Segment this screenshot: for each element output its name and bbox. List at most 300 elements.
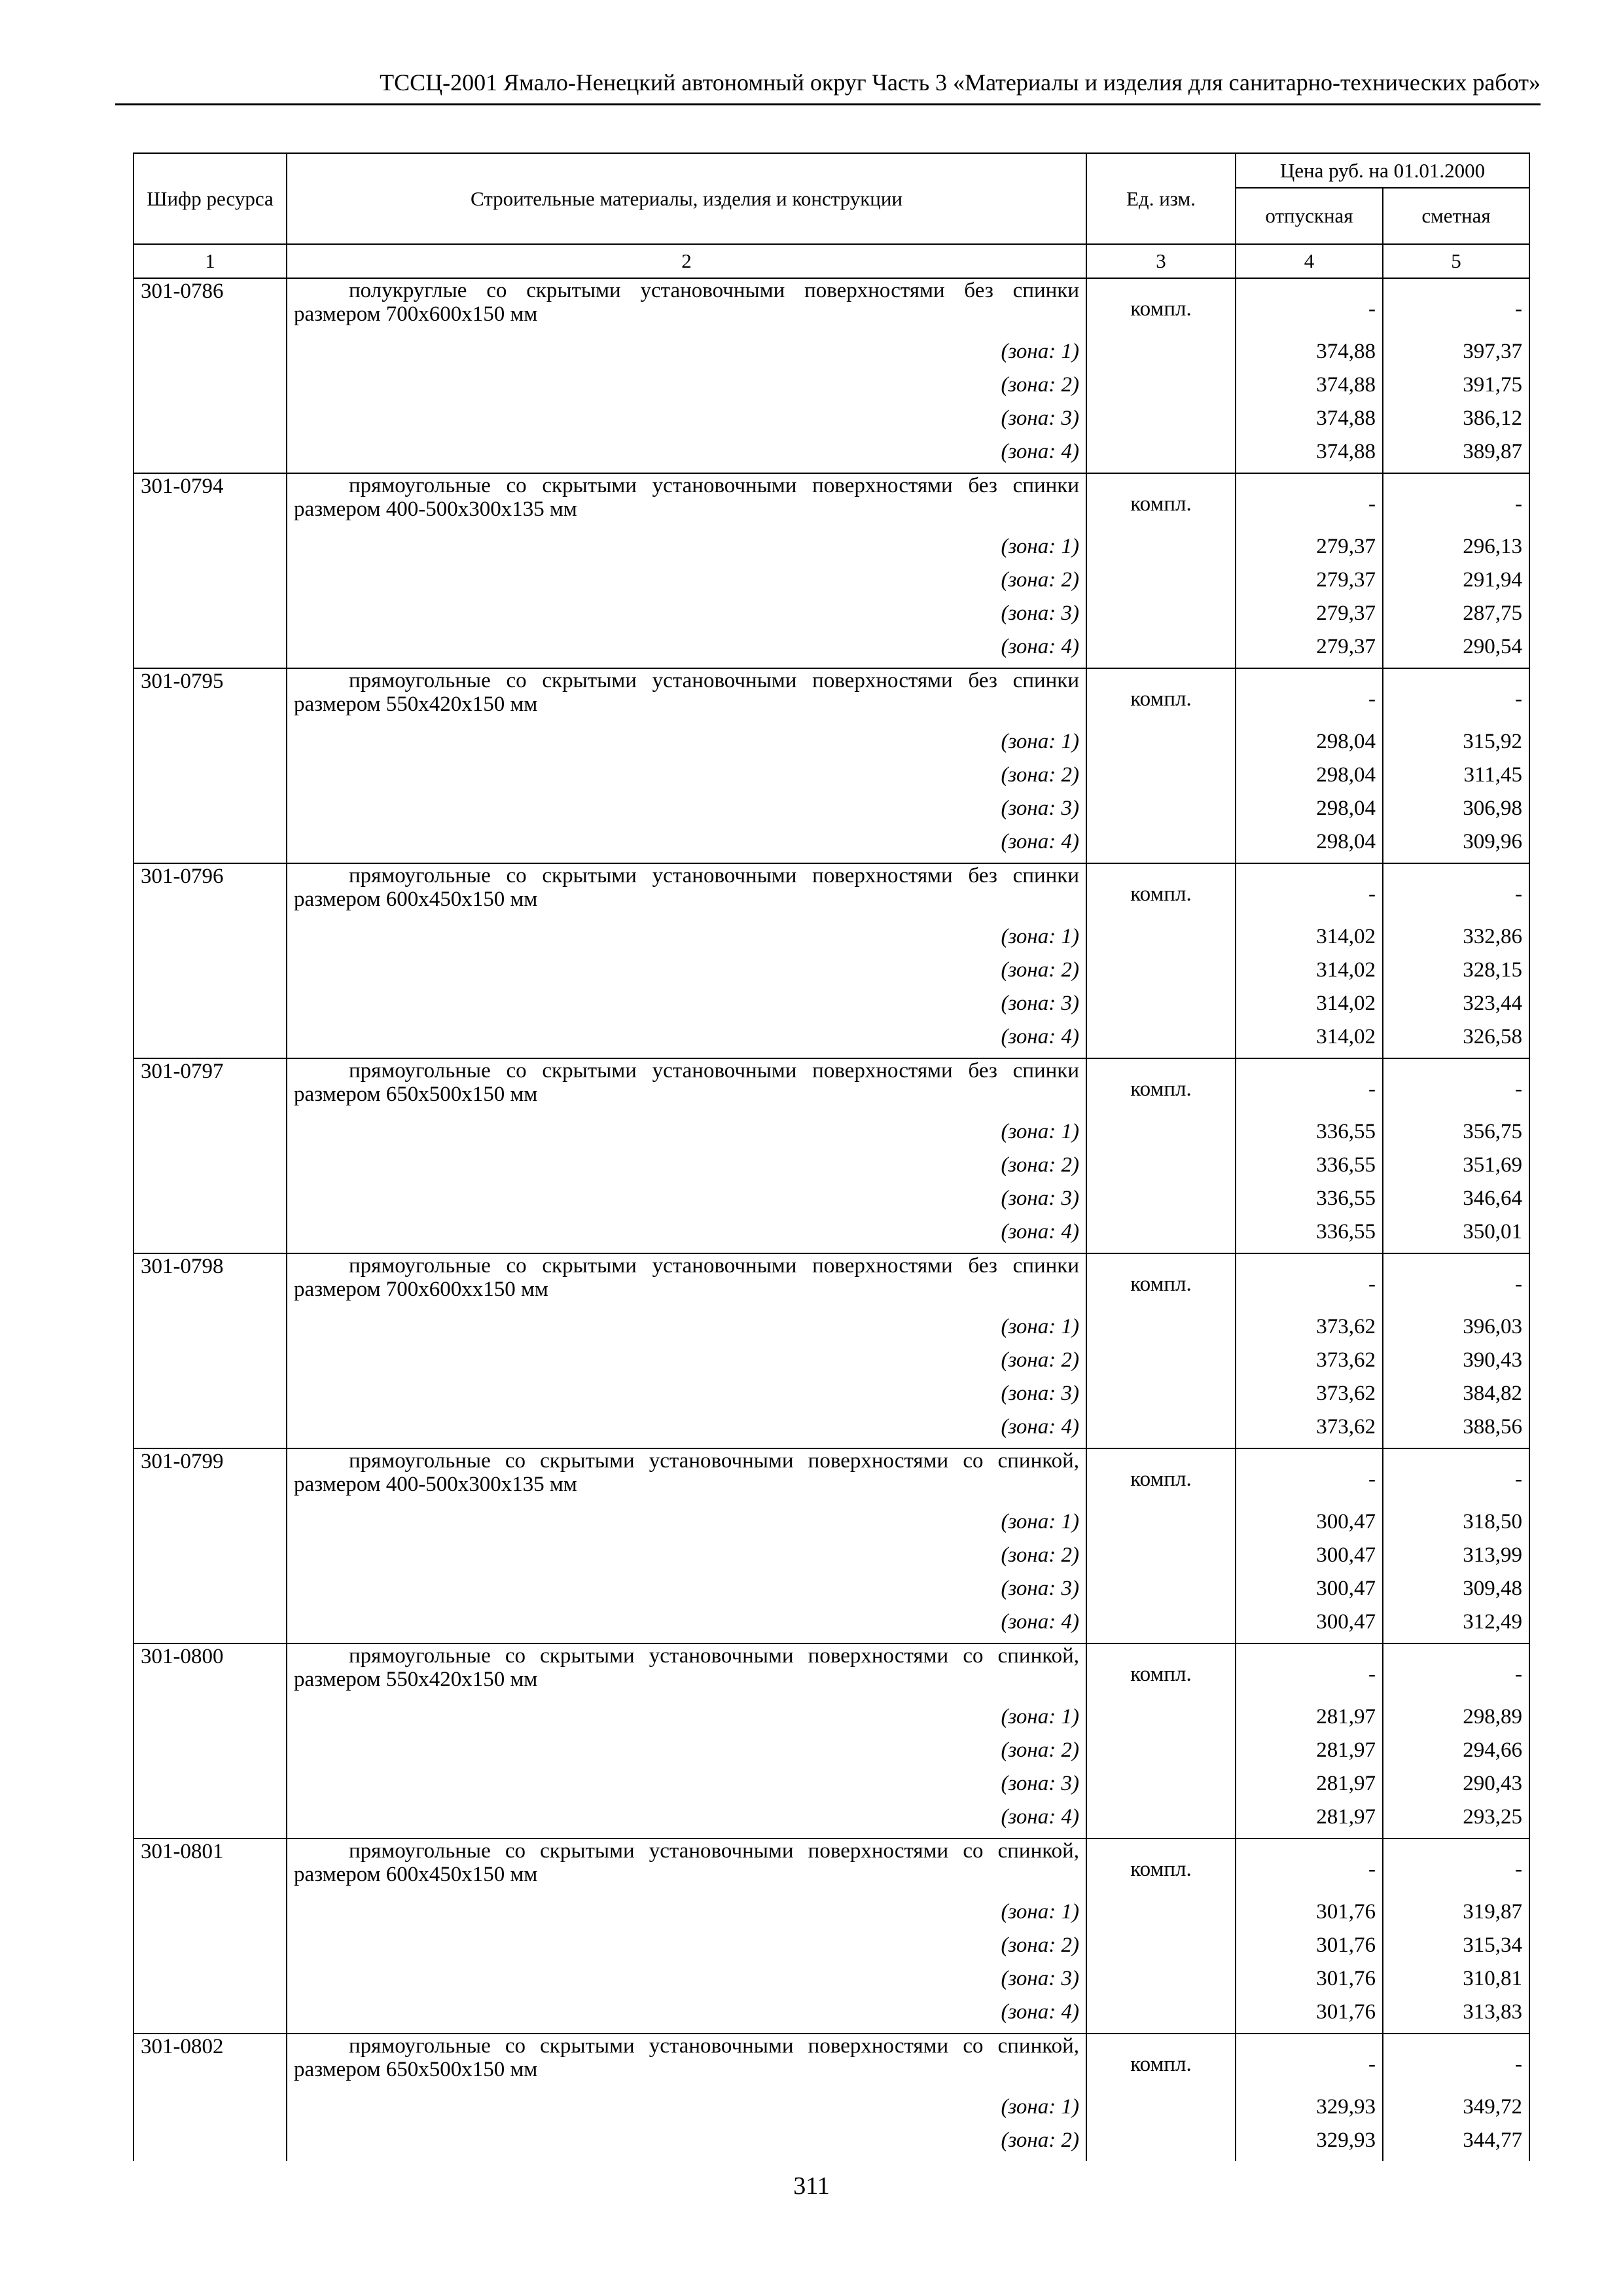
empty-code-cell <box>134 1771 287 1804</box>
zone-release-price: 373,62 <box>1236 1414 1383 1448</box>
empty-unit-cell <box>1086 1576 1236 1609</box>
unit-of-measure: компл. <box>1086 278 1236 339</box>
material-description: прямоугольные со скрытыми установочными поверхностями со спинкой, размером 550х420х150 мм <box>287 1643 1086 1704</box>
zone-label: (зона: 2) <box>287 958 1086 991</box>
zone-estimate-price: 294,66 <box>1383 1738 1529 1771</box>
release-price: - <box>1236 1058 1383 1119</box>
zone-row <box>134 991 1529 1024</box>
zone-row <box>134 1576 1529 1609</box>
empty-code-cell <box>134 1186 287 1219</box>
table-row <box>134 668 1529 729</box>
zone-estimate-price: 326,58 <box>1383 1024 1529 1058</box>
zone-label: (зона: 1) <box>287 339 1086 372</box>
zone-release-price: 300,47 <box>1236 1543 1383 1576</box>
zone-label: (зона: 3) <box>287 1966 1086 2000</box>
zone-row <box>134 1704 1529 1738</box>
zone-row <box>134 1804 1529 1839</box>
resource-code: 301-0799 <box>134 1448 287 1509</box>
zone-row <box>134 601 1529 634</box>
zone-estimate-price: 315,92 <box>1383 729 1529 762</box>
empty-code-cell <box>134 762 287 796</box>
empty-unit-cell <box>1086 1804 1236 1839</box>
zone-row <box>134 1609 1529 1643</box>
zone-label: (зона: 1) <box>287 534 1086 567</box>
empty-code-cell <box>134 1414 287 1448</box>
zone-row <box>134 2094 1529 2128</box>
empty-unit-cell <box>1086 1119 1236 1153</box>
release-price: - <box>1236 2034 1383 2094</box>
zone-row <box>134 1414 1529 1448</box>
material-description: прямоугольные со скрытыми установочными поверхностями со спинкой, размером 400-500х300х135 мм <box>287 1448 1086 1509</box>
empty-code-cell <box>134 1704 287 1738</box>
zone-estimate-price: 306,98 <box>1383 796 1529 829</box>
zone-row <box>134 1119 1529 1153</box>
zone-release-price: 374,88 <box>1236 406 1383 439</box>
header-price-group: Цена руб. на 01.01.2000 <box>1236 153 1529 188</box>
zone-row <box>134 829 1529 863</box>
zone-label: (зона: 2) <box>287 372 1086 406</box>
zone-release-price: 279,37 <box>1236 567 1383 601</box>
material-description: прямоугольные со скрытыми установочными поверхностями со спинкой, размером 600х450х150 мм <box>287 1839 1086 1899</box>
unit-of-measure: компл. <box>1086 2034 1236 2094</box>
empty-code-cell <box>134 1024 287 1058</box>
unit-of-measure: компл. <box>1086 1058 1236 1119</box>
zone-row <box>134 924 1529 958</box>
column-number: 4 <box>1236 244 1383 278</box>
zone-release-price: 301,76 <box>1236 1933 1383 1966</box>
zone-estimate-price: 291,94 <box>1383 567 1529 601</box>
zone-estimate-price: 312,49 <box>1383 1609 1529 1643</box>
zone-label: (зона: 4) <box>287 439 1086 473</box>
zone-estimate-price: 386,12 <box>1383 406 1529 439</box>
header-code: Шифр ресурса <box>134 153 287 244</box>
empty-code-cell <box>134 406 287 439</box>
zone-estimate-price: 315,34 <box>1383 1933 1529 1966</box>
zone-release-price: 301,76 <box>1236 2000 1383 2034</box>
zone-release-price: 298,04 <box>1236 829 1383 863</box>
zone-label: (зона: 4) <box>287 634 1086 668</box>
empty-unit-cell <box>1086 991 1236 1024</box>
zone-row <box>134 796 1529 829</box>
zone-label: (зона: 4) <box>287 1414 1086 1448</box>
material-description: прямоугольные со скрытыми установочными поверхностями со спинкой, размером 650х500х150 мм <box>287 2034 1086 2094</box>
zone-estimate-price: 323,44 <box>1383 991 1529 1024</box>
column-numbers-row <box>134 244 1529 278</box>
zone-row <box>134 1543 1529 1576</box>
zone-estimate-price: 328,15 <box>1383 958 1529 991</box>
zone-estimate-price: 290,54 <box>1383 634 1529 668</box>
release-price: - <box>1236 1839 1383 1899</box>
zone-release-price: 373,62 <box>1236 1348 1383 1381</box>
zone-label: (зона: 3) <box>287 406 1086 439</box>
zone-row <box>134 534 1529 567</box>
empty-code-cell <box>134 1348 287 1381</box>
zone-release-price: 279,37 <box>1236 601 1383 634</box>
empty-code-cell <box>134 1381 287 1414</box>
table-row <box>134 1448 1529 1509</box>
zone-estimate-price: 298,89 <box>1383 1704 1529 1738</box>
zone-release-price: 373,62 <box>1236 1314 1383 1348</box>
zone-release-price: 281,97 <box>1236 1771 1383 1804</box>
zone-release-price: 281,97 <box>1236 1738 1383 1771</box>
zone-estimate-price: 356,75 <box>1383 1119 1529 1153</box>
zone-estimate-price: 346,64 <box>1383 1186 1529 1219</box>
zone-label: (зона: 3) <box>287 1576 1086 1609</box>
unit-of-measure: компл. <box>1086 1448 1236 1509</box>
zone-estimate-price: 313,99 <box>1383 1543 1529 1576</box>
unit-of-measure: компл. <box>1086 1253 1236 1314</box>
estimate-price: - <box>1383 863 1529 924</box>
zone-label: (зона: 2) <box>287 1348 1086 1381</box>
empty-code-cell <box>134 1314 287 1348</box>
resource-code: 301-0801 <box>134 1839 287 1899</box>
zone-row <box>134 762 1529 796</box>
zone-label: (зона: 4) <box>287 829 1086 863</box>
header-unit: Ед. изм. <box>1086 153 1236 244</box>
empty-code-cell <box>134 729 287 762</box>
release-price: - <box>1236 1643 1383 1704</box>
empty-code-cell <box>134 634 287 668</box>
empty-unit-cell <box>1086 1899 1236 1933</box>
resource-code: 301-0786 <box>134 278 287 339</box>
empty-code-cell <box>134 958 287 991</box>
empty-code-cell <box>134 601 287 634</box>
estimate-price: - <box>1383 1058 1529 1119</box>
resource-code: 301-0800 <box>134 1643 287 1704</box>
table-row <box>134 863 1529 924</box>
empty-unit-cell <box>1086 924 1236 958</box>
empty-unit-cell <box>1086 1966 1236 2000</box>
zone-estimate-price: 351,69 <box>1383 1153 1529 1186</box>
empty-code-cell <box>134 567 287 601</box>
empty-unit-cell <box>1086 601 1236 634</box>
zone-row <box>134 406 1529 439</box>
zone-label: (зона: 1) <box>287 924 1086 958</box>
zone-row <box>134 729 1529 762</box>
empty-code-cell <box>134 1738 287 1771</box>
zone-estimate-price: 311,45 <box>1383 762 1529 796</box>
zone-row <box>134 1024 1529 1058</box>
zone-estimate-price: 349,72 <box>1383 2094 1529 2128</box>
estimate-price: - <box>1383 1643 1529 1704</box>
estimate-price: - <box>1383 278 1529 339</box>
table-row <box>134 1643 1529 1704</box>
zone-row <box>134 1314 1529 1348</box>
zone-release-price: 374,88 <box>1236 339 1383 372</box>
zone-label: (зона: 4) <box>287 1024 1086 1058</box>
empty-unit-cell <box>1086 1771 1236 1804</box>
empty-unit-cell <box>1086 1509 1236 1543</box>
empty-code-cell <box>134 1804 287 1839</box>
empty-code-cell <box>134 2094 287 2128</box>
empty-unit-cell <box>1086 534 1236 567</box>
empty-code-cell <box>134 1219 287 1253</box>
empty-code-cell <box>134 1543 287 1576</box>
empty-unit-cell <box>1086 829 1236 863</box>
zone-release-price: 314,02 <box>1236 991 1383 1024</box>
empty-unit-cell <box>1086 1186 1236 1219</box>
zone-label: (зона: 1) <box>287 1314 1086 1348</box>
empty-code-cell <box>134 796 287 829</box>
zone-label: (зона: 4) <box>287 2000 1086 2034</box>
empty-unit-cell <box>1086 339 1236 372</box>
zone-label: (зона: 3) <box>287 1771 1086 1804</box>
empty-code-cell <box>134 1153 287 1186</box>
unit-of-measure: компл. <box>1086 473 1236 534</box>
resource-code: 301-0794 <box>134 473 287 534</box>
material-description: прямоугольные со скрытыми установочными поверхностями без спинки размером 550х420х150 мм <box>287 668 1086 729</box>
zone-release-price: 329,93 <box>1236 2094 1383 2128</box>
header-divider <box>115 103 1541 105</box>
empty-unit-cell <box>1086 1414 1236 1448</box>
zone-label: (зона: 2) <box>287 2128 1086 2161</box>
zone-release-price: 329,93 <box>1236 2128 1383 2161</box>
zone-row <box>134 1186 1529 1219</box>
zone-label: (зона: 1) <box>287 729 1086 762</box>
zone-row <box>134 1348 1529 1381</box>
material-description: прямоугольные со скрытыми установочными поверхностями без спинки размером 700х600хх150 мм <box>287 1253 1086 1314</box>
zone-release-price: 374,88 <box>1236 372 1383 406</box>
resource-code: 301-0797 <box>134 1058 287 1119</box>
empty-unit-cell <box>1086 1348 1236 1381</box>
zone-estimate-price: 388,56 <box>1383 1414 1529 1448</box>
release-price: - <box>1236 278 1383 339</box>
zone-release-price: 300,47 <box>1236 1576 1383 1609</box>
table-row <box>134 1839 1529 1899</box>
zone-label: (зона: 2) <box>287 762 1086 796</box>
release-price: - <box>1236 863 1383 924</box>
zone-label: (зона: 3) <box>287 601 1086 634</box>
zone-release-price: 336,55 <box>1236 1219 1383 1253</box>
resource-code: 301-0802 <box>134 2034 287 2094</box>
header-material: Строительные материалы, изделия и конструкции <box>287 153 1086 244</box>
zone-release-price: 279,37 <box>1236 634 1383 668</box>
zone-release-price: 298,04 <box>1236 729 1383 762</box>
zone-row <box>134 2000 1529 2034</box>
empty-code-cell <box>134 1576 287 1609</box>
zone-release-price: 298,04 <box>1236 796 1383 829</box>
table-row <box>134 473 1529 534</box>
zone-release-price: 373,62 <box>1236 1381 1383 1414</box>
zone-row <box>134 1899 1529 1933</box>
zone-estimate-price: 350,01 <box>1383 1219 1529 1253</box>
zone-row <box>134 1381 1529 1414</box>
zone-release-price: 301,76 <box>1236 1899 1383 1933</box>
empty-unit-cell <box>1086 2000 1236 2034</box>
zone-estimate-price: 309,48 <box>1383 1576 1529 1609</box>
zone-label: (зона: 2) <box>287 1933 1086 1966</box>
zone-estimate-price: 309,96 <box>1383 829 1529 863</box>
empty-unit-cell <box>1086 1704 1236 1738</box>
zone-release-price: 314,02 <box>1236 924 1383 958</box>
unit-of-measure: компл. <box>1086 863 1236 924</box>
zone-release-price: 314,02 <box>1236 1024 1383 1058</box>
zone-label: (зона: 4) <box>287 1804 1086 1839</box>
estimate-price: - <box>1383 473 1529 534</box>
release-price: - <box>1236 473 1383 534</box>
zone-estimate-price: 287,75 <box>1383 601 1529 634</box>
zone-row <box>134 372 1529 406</box>
zone-release-price: 281,97 <box>1236 1704 1383 1738</box>
zone-label: (зона: 3) <box>287 1381 1086 1414</box>
zone-row <box>134 1738 1529 1771</box>
zone-estimate-price: 310,81 <box>1383 1966 1529 2000</box>
zone-row <box>134 1966 1529 2000</box>
column-number: 5 <box>1383 244 1529 278</box>
empty-code-cell <box>134 829 287 863</box>
table-row <box>134 2034 1529 2094</box>
zone-estimate-price: 389,87 <box>1383 439 1529 473</box>
zone-release-price: 301,76 <box>1236 1966 1383 2000</box>
estimate-price: - <box>1383 2034 1529 2094</box>
unit-of-measure: компл. <box>1086 668 1236 729</box>
zone-label: (зона: 1) <box>287 1509 1086 1543</box>
zone-row <box>134 339 1529 372</box>
zone-estimate-price: 318,50 <box>1383 1509 1529 1543</box>
zone-estimate-price: 391,75 <box>1383 372 1529 406</box>
zone-row <box>134 1933 1529 1966</box>
zone-release-price: 279,37 <box>1236 534 1383 567</box>
empty-unit-cell <box>1086 2128 1236 2161</box>
zone-row <box>134 567 1529 601</box>
zone-release-price: 314,02 <box>1236 958 1383 991</box>
page-number: 311 <box>793 2172 830 2200</box>
zone-estimate-price: 390,43 <box>1383 1348 1529 1381</box>
empty-unit-cell <box>1086 1543 1236 1576</box>
table-row <box>134 278 1529 339</box>
empty-unit-cell <box>1086 1381 1236 1414</box>
zone-estimate-price: 319,87 <box>1383 1899 1529 1933</box>
header-release-price: отпускная <box>1236 188 1383 244</box>
empty-unit-cell <box>1086 1933 1236 1966</box>
zone-estimate-price: 396,03 <box>1383 1314 1529 1348</box>
unit-of-measure: компл. <box>1086 1643 1236 1704</box>
empty-code-cell <box>134 991 287 1024</box>
zone-release-price: 298,04 <box>1236 762 1383 796</box>
empty-code-cell <box>134 1899 287 1933</box>
zone-estimate-price: 290,43 <box>1383 1771 1529 1804</box>
zone-release-price: 281,97 <box>1236 1804 1383 1839</box>
zone-label: (зона: 1) <box>287 1704 1086 1738</box>
estimate-price: - <box>1383 668 1529 729</box>
empty-unit-cell <box>1086 729 1236 762</box>
material-description: прямоугольные со скрытыми установочными поверхностями без спинки размером 650х500х150 мм <box>287 1058 1086 1119</box>
empty-code-cell <box>134 339 287 372</box>
empty-code-cell <box>134 1119 287 1153</box>
empty-unit-cell <box>1086 406 1236 439</box>
zone-estimate-price: 293,25 <box>1383 1804 1529 1839</box>
empty-code-cell <box>134 439 287 473</box>
material-description: прямоугольные со скрытыми установочными поверхностями без спинки размером 400-500х300х135 мм <box>287 473 1086 534</box>
zone-release-price: 336,55 <box>1236 1153 1383 1186</box>
zone-row <box>134 958 1529 991</box>
zone-row <box>134 2128 1529 2161</box>
zone-row <box>134 439 1529 473</box>
resource-code: 301-0798 <box>134 1253 287 1314</box>
empty-code-cell <box>134 1933 287 1966</box>
zone-label: (зона: 4) <box>287 1219 1086 1253</box>
release-price: - <box>1236 1253 1383 1314</box>
empty-code-cell <box>134 2128 287 2161</box>
empty-unit-cell <box>1086 439 1236 473</box>
empty-unit-cell <box>1086 1609 1236 1643</box>
resource-code: 301-0795 <box>134 668 287 729</box>
zone-estimate-price: 332,86 <box>1383 924 1529 958</box>
zone-row <box>134 1219 1529 1253</box>
zone-release-price: 300,47 <box>1236 1509 1383 1543</box>
estimate-price: - <box>1383 1253 1529 1314</box>
empty-code-cell <box>134 1966 287 2000</box>
empty-code-cell <box>134 534 287 567</box>
column-number: 2 <box>287 244 1086 278</box>
zone-label: (зона: 1) <box>287 2094 1086 2128</box>
empty-unit-cell <box>1086 958 1236 991</box>
empty-unit-cell <box>1086 1153 1236 1186</box>
header-estimate-price: сметная <box>1383 188 1529 244</box>
empty-code-cell <box>134 1509 287 1543</box>
zone-label: (зона: 1) <box>287 1119 1086 1153</box>
zone-release-price: 336,55 <box>1236 1119 1383 1153</box>
release-price: - <box>1236 1448 1383 1509</box>
zone-row <box>134 1771 1529 1804</box>
zone-release-price: 336,55 <box>1236 1186 1383 1219</box>
material-description: полукруглые со скрытыми установочными поверхностями без спинки размером 700х600х150 мм <box>287 278 1086 339</box>
empty-unit-cell <box>1086 567 1236 601</box>
empty-unit-cell <box>1086 796 1236 829</box>
price-table <box>133 152 1530 2161</box>
empty-code-cell <box>134 2000 287 2034</box>
zone-label: (зона: 3) <box>287 796 1086 829</box>
empty-unit-cell <box>1086 1738 1236 1771</box>
empty-unit-cell <box>1086 372 1236 406</box>
material-description: прямоугольные со скрытыми установочными поверхностями без спинки размером 600х450х150 мм <box>287 863 1086 924</box>
release-price: - <box>1236 668 1383 729</box>
estimate-price: - <box>1383 1448 1529 1509</box>
document-header-title: ТССЦ-2001 Ямало-Ненецкий автономный округ Часть 3 «Материалы и изделия для санитарно-технических работ» <box>380 69 1541 96</box>
zone-label: (зона: 2) <box>287 1738 1086 1771</box>
empty-unit-cell <box>1086 2094 1236 2128</box>
empty-unit-cell <box>1086 1024 1236 1058</box>
zone-label: (зона: 3) <box>287 991 1086 1024</box>
empty-unit-cell <box>1086 1314 1236 1348</box>
empty-code-cell <box>134 924 287 958</box>
zone-label: (зона: 4) <box>287 1609 1086 1643</box>
empty-unit-cell <box>1086 1219 1236 1253</box>
zone-estimate-price: 313,83 <box>1383 2000 1529 2034</box>
table-row <box>134 1253 1529 1314</box>
zone-release-price: 300,47 <box>1236 1609 1383 1643</box>
zone-label: (зона: 2) <box>287 1543 1086 1576</box>
column-number: 1 <box>134 244 287 278</box>
table-row <box>134 1058 1529 1119</box>
zone-label: (зона: 2) <box>287 1153 1086 1186</box>
empty-code-cell <box>134 372 287 406</box>
empty-unit-cell <box>1086 762 1236 796</box>
estimate-price: - <box>1383 1839 1529 1899</box>
zone-estimate-price: 397,37 <box>1383 339 1529 372</box>
zone-estimate-price: 296,13 <box>1383 534 1529 567</box>
zone-estimate-price: 344,77 <box>1383 2128 1529 2161</box>
zone-row <box>134 634 1529 668</box>
zone-row <box>134 1509 1529 1543</box>
zone-label: (зона: 1) <box>287 1899 1086 1933</box>
zone-label: (зона: 2) <box>287 567 1086 601</box>
empty-code-cell <box>134 1609 287 1643</box>
empty-unit-cell <box>1086 634 1236 668</box>
resource-code: 301-0796 <box>134 863 287 924</box>
zone-row <box>134 1153 1529 1186</box>
zone-estimate-price: 384,82 <box>1383 1381 1529 1414</box>
